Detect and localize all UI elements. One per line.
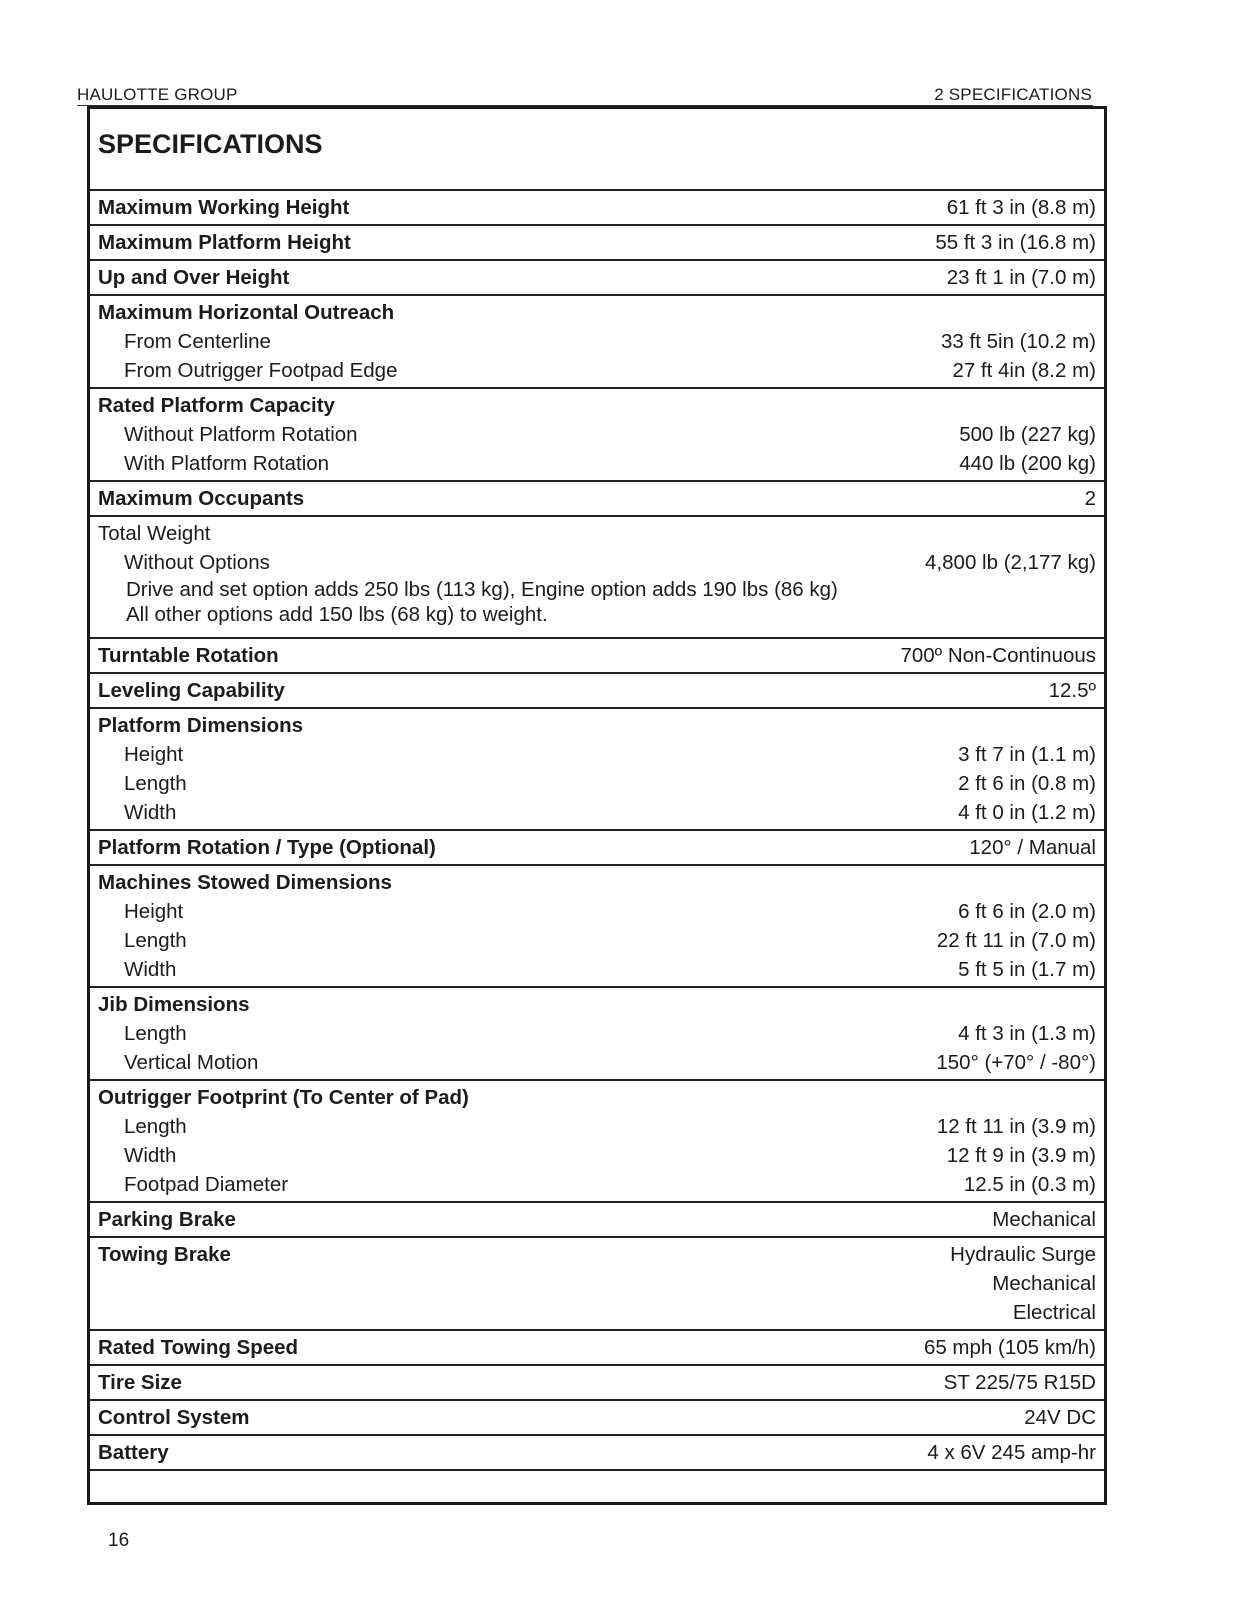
spec-label: Without Platform Rotation [124, 423, 358, 446]
spec-section [90, 1331, 1104, 1366]
spec-label: Maximum Working Height [98, 196, 350, 219]
spec-label: With Platform Rotation [124, 452, 330, 475]
spec-value: Electrical [1012, 1301, 1096, 1324]
spec-row [98, 298, 1096, 327]
spec-value: 700º Non-Continuous [900, 644, 1096, 667]
page-number: 16 [108, 1530, 130, 1551]
spec-value: 23 ft 1 in (7.0 m) [946, 266, 1096, 289]
spec-row [98, 1333, 1096, 1362]
spec-section [90, 389, 1104, 482]
spec-label: Control System [98, 1406, 250, 1429]
spec-row [98, 327, 1096, 356]
spec-value: 12 ft 11 in (3.9 m) [936, 1115, 1096, 1138]
spec-row [98, 833, 1096, 862]
spec-row [98, 641, 1096, 670]
spec-label: Towing Brake [98, 1243, 231, 1266]
spec-value: Hydraulic Surge [950, 1243, 1096, 1266]
spec-label: Length [124, 929, 187, 952]
spec-label: Height [124, 743, 184, 766]
spec-section [90, 866, 1104, 988]
spec-section [90, 988, 1104, 1081]
spec-value: 440 lb (200 kg) [959, 452, 1096, 475]
spec-row [98, 1269, 1096, 1298]
spec-row [98, 1141, 1096, 1170]
spec-value: 65 mph (105 km/h) [923, 1336, 1096, 1359]
spec-section [90, 482, 1104, 517]
spec-label: Battery [98, 1441, 169, 1464]
spec-row [98, 1205, 1096, 1234]
spec-section [90, 517, 1104, 639]
spec-label: Total Weight [98, 522, 211, 545]
spec-label: Length [124, 1115, 187, 1138]
spec-value: 4 ft 0 in (1.2 m) [958, 801, 1096, 824]
spec-label: From Outrigger Footpad Edge [124, 359, 398, 382]
spec-value: 12.5 in (0.3 m) [963, 1173, 1096, 1196]
spec-label: Turntable Rotation [98, 644, 279, 667]
spec-section [90, 1238, 1104, 1331]
spec-label: Platform Dimensions [98, 714, 304, 737]
spec-value: 5 ft 5 in (1.7 m) [958, 958, 1096, 981]
spec-value: 150° (+70° / -80°) [936, 1051, 1096, 1074]
spec-label: Height [124, 900, 184, 923]
spec-row [98, 1438, 1096, 1467]
spec-note: Drive and set option adds 250 lbs (113 kg), Engine option adds 190 lbs (86 kg) [126, 578, 838, 601]
spec-row [98, 1048, 1096, 1077]
spec-label: Width [124, 801, 177, 824]
spec-value: Mechanical [992, 1208, 1096, 1231]
spec-label: Up and Over Height [98, 266, 290, 289]
spec-row [98, 391, 1096, 420]
spec-label: Outrigger Footprint (To Center of Pad) [98, 1086, 469, 1109]
spec-value: 4,800 lb (2,177 kg) [925, 551, 1096, 574]
header-company: HAULOTTE GROUP [77, 85, 238, 104]
spec-value: 4 ft 3 in (1.3 m) [958, 1022, 1096, 1045]
spec-label: Footpad Diameter [124, 1173, 289, 1196]
spec-row [98, 769, 1096, 798]
spec-row [98, 926, 1096, 955]
spec-value: 12.5º [1048, 679, 1096, 702]
spec-label: Length [124, 1022, 187, 1045]
spec-row [98, 420, 1096, 449]
spec-label: Maximum Horizontal Outreach [98, 301, 395, 324]
spec-label: Rated Platform Capacity [98, 394, 335, 417]
spec-row [98, 868, 1096, 897]
spec-value: 55 ft 3 in (16.8 m) [935, 231, 1096, 254]
spec-label: Maximum Occupants [98, 487, 305, 510]
spec-value: 22 ft 11 in (7.0 m) [936, 929, 1096, 952]
spec-table [90, 189, 1104, 1471]
spec-label: Jib Dimensions [98, 993, 250, 1016]
spec-label: Length [124, 772, 187, 795]
spec-label: Vertical Motion [124, 1051, 259, 1074]
spec-value: 33 ft 5in (10.2 m) [941, 330, 1096, 353]
spec-value: 27 ft 4in (8.2 m) [952, 359, 1096, 382]
spec-row [98, 711, 1096, 740]
spec-value: 12 ft 9 in (3.9 m) [946, 1144, 1096, 1167]
spec-label: Machines Stowed Dimensions [98, 871, 392, 894]
spec-value: 24V DC [1024, 1406, 1096, 1429]
spec-row [98, 1298, 1096, 1327]
spec-label: Width [124, 1144, 177, 1167]
spec-row [98, 955, 1096, 984]
spec-section [90, 674, 1104, 709]
spec-value: ST 225/75 R15D [943, 1371, 1096, 1394]
header-chapter: 2 SPECIFICATIONS [934, 85, 1092, 104]
spec-row [98, 897, 1096, 926]
spec-value: 6 ft 6 in (2.0 m) [958, 900, 1096, 923]
spec-label: Maximum Platform Height [98, 231, 351, 254]
spec-label: Leveling Capability [98, 679, 285, 702]
spec-label: Tire Size [98, 1371, 182, 1394]
spec-row [98, 990, 1096, 1019]
spec-section [90, 1436, 1104, 1471]
spec-row [98, 1019, 1096, 1048]
spec-section [90, 1366, 1104, 1401]
spec-section [90, 709, 1104, 831]
spec-value: 3 ft 7 in (1.1 m) [958, 743, 1096, 766]
spec-row [98, 1403, 1096, 1432]
spec-label: Without Options [124, 551, 270, 574]
spec-note: All other options add 150 lbs (68 kg) to weight. [126, 603, 548, 626]
spec-row [98, 1112, 1096, 1141]
spec-value: 4 x 6V 245 amp-hr [927, 1441, 1096, 1464]
spec-value: 2 ft 6 in (0.8 m) [958, 772, 1096, 795]
spec-row [98, 1368, 1096, 1397]
spec-value: 2 [1084, 487, 1096, 510]
spec-label: From Centerline [124, 330, 271, 353]
spec-section [90, 1203, 1104, 1238]
spec-section [90, 296, 1104, 389]
spec-row [98, 548, 1096, 577]
spec-row [98, 263, 1096, 292]
spec-section [90, 639, 1104, 674]
spec-value: 61 ft 3 in (8.8 m) [946, 196, 1096, 219]
spec-value: Mechanical [992, 1272, 1096, 1295]
spec-row [98, 193, 1096, 222]
spec-section [90, 831, 1104, 866]
spec-row [98, 1083, 1096, 1112]
spec-row [98, 1170, 1096, 1199]
spec-row [98, 519, 1096, 548]
spec-row [98, 798, 1096, 827]
spec-label: Rated Towing Speed [98, 1336, 299, 1359]
spec-label: Width [124, 958, 177, 981]
spec-row [98, 740, 1096, 769]
spec-section [90, 189, 1104, 226]
spec-label: Platform Rotation / Type (Optional) [98, 836, 436, 859]
spec-row [98, 356, 1096, 385]
spec-row [98, 676, 1096, 705]
spec-row [98, 228, 1096, 257]
spec-row [98, 449, 1096, 478]
spec-section [90, 1081, 1104, 1203]
spec-row [98, 484, 1096, 513]
spec-section [90, 261, 1104, 296]
spec-section [90, 226, 1104, 261]
spec-label: Parking Brake [98, 1208, 236, 1231]
spec-row [98, 1240, 1096, 1269]
spec-frame [87, 106, 1107, 1505]
spec-value: 500 lb (227 kg) [959, 423, 1096, 446]
page-title: SPECIFICATIONS [98, 129, 323, 159]
spec-section [90, 1401, 1104, 1436]
spec-value: 120° / Manual [969, 836, 1096, 859]
